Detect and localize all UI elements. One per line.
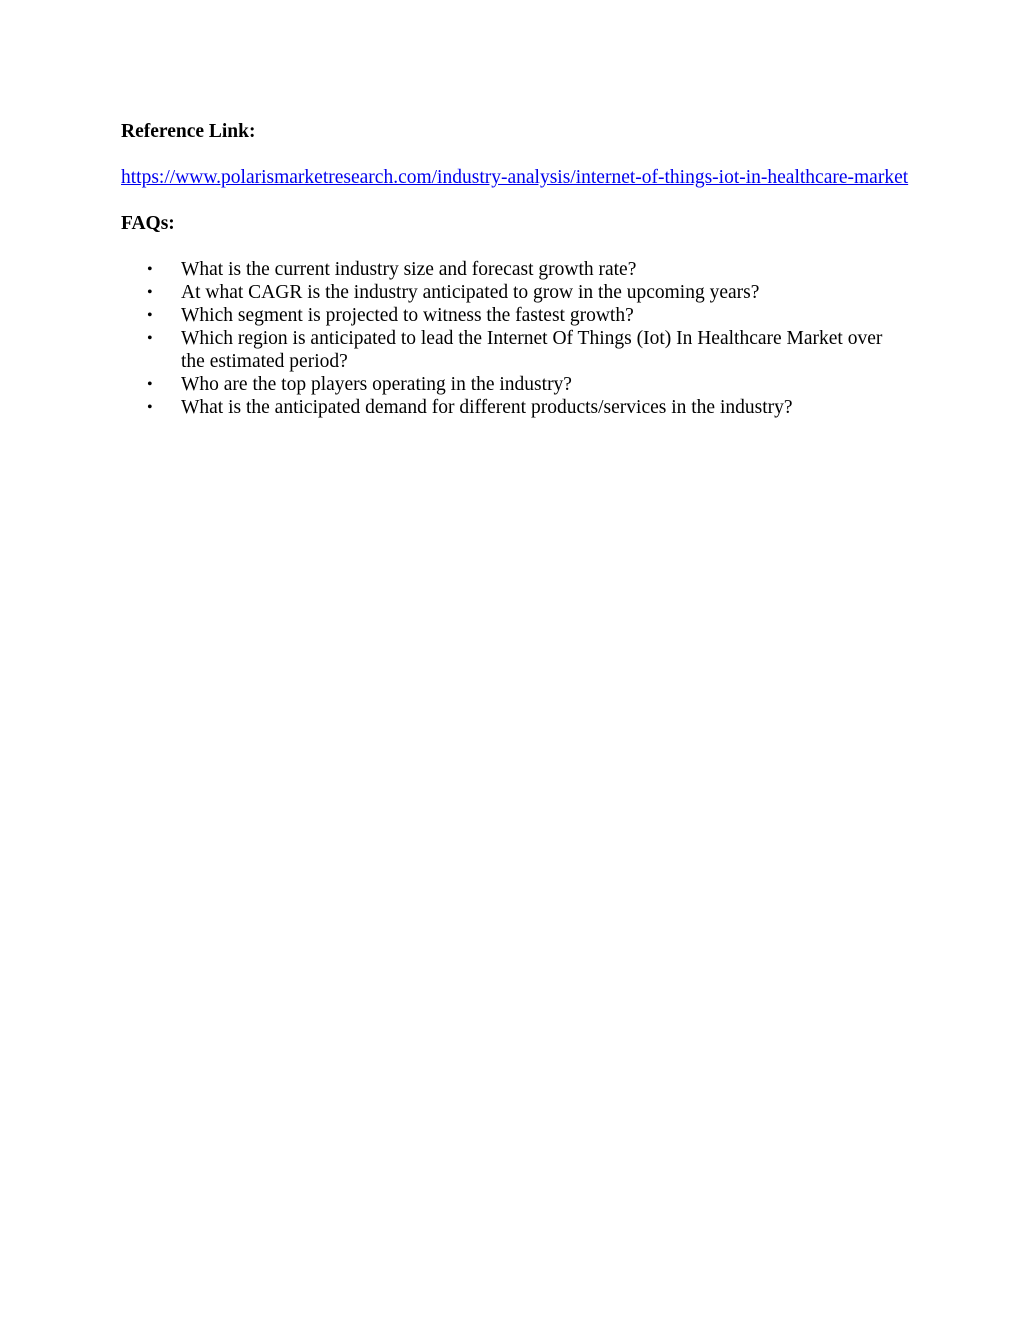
faq-item-text: Who are the top players operating in the industry? (181, 374, 572, 395)
reference-heading: Reference Link: (121, 121, 256, 142)
faq-item (121, 373, 911, 396)
faq-item-text: Which segment is projected to witness the fastest growth? (181, 305, 634, 326)
bullet-icon: • (147, 307, 153, 324)
faq-item (121, 281, 911, 304)
faq-list (121, 258, 911, 419)
bullet-icon: • (147, 330, 153, 347)
bullet-icon: • (147, 376, 153, 393)
faq-item (121, 258, 911, 281)
faq-item (121, 304, 911, 327)
faq-heading: FAQs: (121, 213, 175, 234)
bullet-icon: • (147, 261, 153, 278)
bullet-icon: • (147, 284, 153, 301)
reference-link[interactable]: https://www.polarismarketresearch.com/industry-analysis/internet-of-things-iot-in-healthcare-market (121, 167, 909, 188)
faq-item-text: What is the current industry size and forecast growth rate? (181, 259, 637, 280)
faq-item (121, 396, 911, 419)
faq-item-text: Which region is anticipated to lead the Internet Of Things (Iot) In Healthcare Market over the estimated period? (181, 328, 883, 372)
faq-item (121, 327, 911, 373)
faq-item-text: At what CAGR is the industry anticipated to grow in the upcoming years? (181, 282, 760, 303)
faq-item-text: What is the anticipated demand for different products/services in the industry? (181, 397, 793, 418)
page-content (121, 120, 911, 419)
bullet-icon: • (147, 399, 153, 416)
